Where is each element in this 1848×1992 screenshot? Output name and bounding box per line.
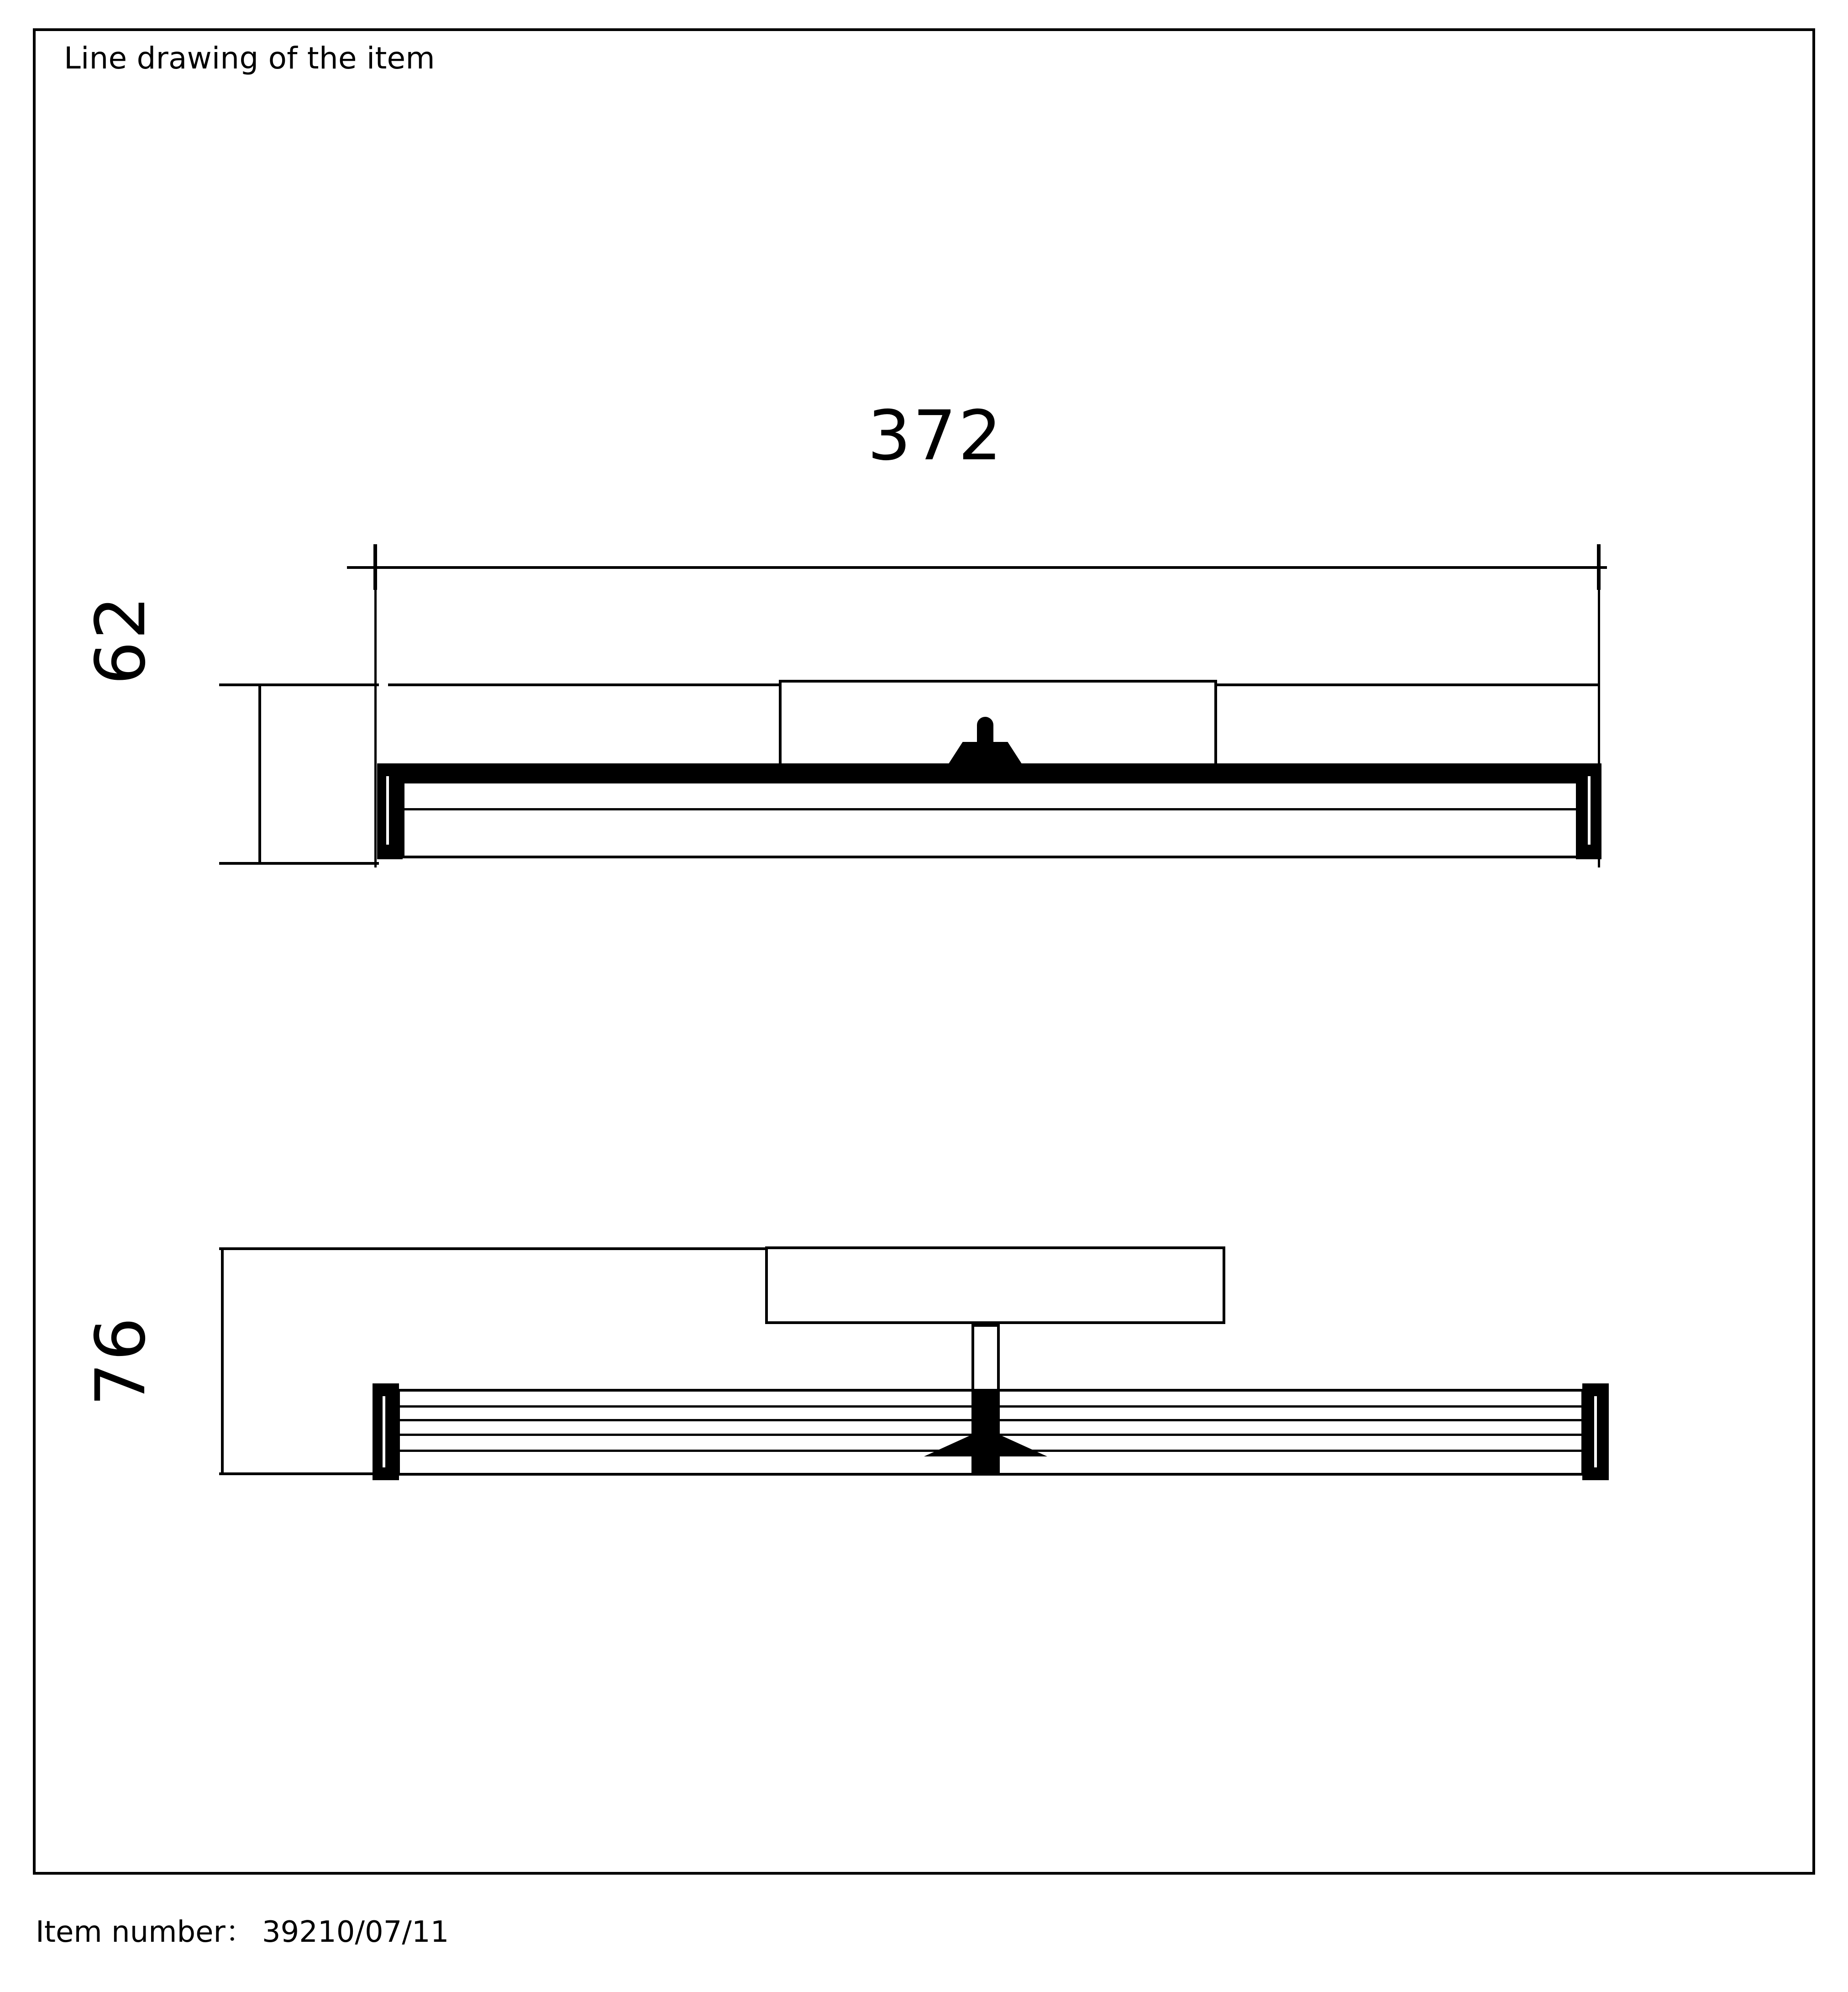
dimension-label-top-depth: 76 — [81, 1315, 161, 1406]
drawing-frame — [33, 28, 1815, 1875]
drawing-caption: Line drawing of the item — [64, 41, 435, 76]
item-number-value: 39210/07/11 — [262, 1915, 449, 1949]
item-number-footer — [36, 1915, 449, 1949]
dimension-label-front-height: 62 — [81, 594, 161, 685]
item-number-label: Item number： — [36, 1915, 255, 1949]
dimension-label-width: 372 — [867, 396, 1004, 476]
